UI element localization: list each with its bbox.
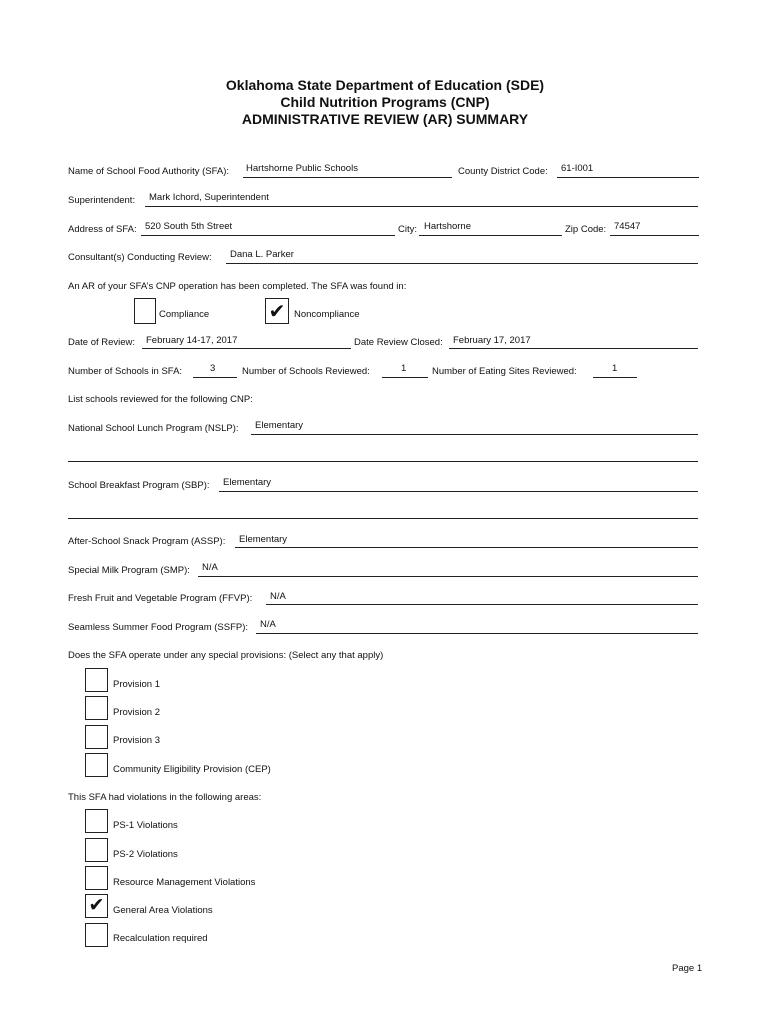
superintendent-label: Superintendent: [68,195,136,206]
nslp-label: National School Lunch Program (NSLP): [68,423,239,434]
consultant-label: Consultant(s) Conducting Review: [68,252,212,263]
provisions-question: Does the SFA operate under any special provisions: (Select any that apply) [68,650,384,661]
header-line-3: ADMINISTRATIVE REVIEW (AR) SUMMARY [241,111,529,127]
assp-label: After-School Snack Program (ASSP): [68,536,226,547]
resource-mgmt-label: Resource Management Violations [113,877,256,888]
eating-sites-value[interactable]: 1 [612,363,618,374]
recalculation-label: Recalculation required [113,933,208,944]
cep-label: Community Eligibility Provision (CEP) [113,764,271,775]
provision-2-label: Provision 2 [113,707,160,718]
provision-1-checkbox[interactable] [85,668,108,692]
smp-value[interactable]: N/A [202,562,218,573]
eating-sites-line [593,377,637,378]
ps1-label: PS-1 Violations [113,820,178,831]
assp-value[interactable]: Elementary [239,534,288,545]
provision-3-checkbox[interactable] [85,725,108,749]
noncompliance-check-icon: ✔ [268,299,286,323]
provision-3-label: Provision 3 [113,735,160,746]
address-line [141,235,395,236]
header-line-1: Oklahoma State Department of Education (SDE) [225,77,545,93]
smp-line [198,576,698,577]
review-date-line [142,348,351,349]
address-label: Address of SFA: [68,224,137,235]
schools-reviewed-line [382,377,428,378]
sbp-extra-line [68,518,698,519]
consultant-value[interactable]: Dana L. Parker [230,249,294,260]
provision-2-checkbox[interactable] [85,696,108,720]
ffvp-label: Fresh Fruit and Vegetable Program (FFVP): [68,593,253,604]
resource-mgmt-checkbox[interactable] [85,866,108,890]
county-code-line [557,177,699,178]
general-area-check-icon: ✔ [88,894,105,916]
ps2-checkbox[interactable] [85,838,108,862]
general-area-checkbox[interactable] [85,894,108,918]
recalculation-checkbox[interactable] [85,923,108,947]
county-code-value[interactable]: 61-I001 [561,163,594,174]
sbp-label: School Breakfast Program (SBP): [68,480,210,491]
review-closed-label: Date Review Closed: [354,337,443,348]
smp-label: Special Milk Program (SMP): [68,565,190,576]
header-line-2: Child Nutrition Programs (CNP) [280,94,490,110]
city-value[interactable]: Hartshorne [424,221,471,232]
city-line [419,235,562,236]
city-label: City: [398,224,417,235]
general-area-label: General Area Violations [113,905,213,916]
schools-reviewed-label: Number of Schools Reviewed: [242,366,370,377]
superintendent-value[interactable]: Mark Ichord, Superintendent [149,192,269,203]
ps2-label: PS-2 Violations [113,849,178,860]
ffvp-value[interactable]: N/A [270,591,286,602]
ssfp-label: Seamless Summer Food Program (SSFP): [68,622,249,633]
ssfp-line [256,633,698,634]
address-value[interactable]: 520 South 5th Street [145,221,233,232]
ssfp-value[interactable]: N/A [260,619,276,630]
superintendent-line [145,206,698,207]
sbp-line [219,491,698,492]
nslp-extra-line [68,461,698,462]
compliance-checkbox[interactable] [134,298,156,324]
zip-line [610,235,699,236]
review-date-value[interactable]: February 14-17, 2017 [146,335,238,346]
page-number: Page 1 [672,963,703,974]
cep-checkbox[interactable] [85,753,108,777]
assp-line [235,547,698,548]
nslp-value[interactable]: Elementary [255,420,304,431]
compliance-label: Compliance [159,309,210,320]
schools-count-label: Number of Schools in SFA: [68,366,183,377]
eating-sites-label: Number of Eating Sites Reviewed: [432,366,577,377]
review-date-label: Date of Review: [68,337,136,348]
ffvp-line [266,604,698,605]
review-closed-line [449,348,698,349]
finding-intro: An AR of your SFA’s CNP operation has been completed. The SFA was found in: [68,281,407,292]
ps1-checkbox[interactable] [85,809,108,833]
schools-reviewed-value[interactable]: 1 [401,363,407,374]
nslp-line [251,434,698,435]
county-code-label: County District Code: [458,166,548,177]
consultant-line [226,263,698,264]
provision-1-label: Provision 1 [113,679,160,690]
schools-count-value[interactable]: 3 [210,363,216,374]
programs-intro: List schools reviewed for the following CNP: [68,394,253,405]
noncompliance-checkbox[interactable] [265,298,289,324]
noncompliance-label: Noncompliance [294,309,360,320]
sbp-value[interactable]: Elementary [223,477,272,488]
schools-count-line [193,377,237,378]
sfa-name-value[interactable]: Hartshorne Public Schools [246,163,358,174]
violations-intro: This SFA had violations in the following areas: [68,792,262,803]
sfa-name-line [243,177,452,178]
sfa-name-label: Name of School Food Authority (SFA): [68,166,230,177]
zip-label: Zip Code: [565,224,607,235]
zip-value[interactable]: 74547 [614,221,641,232]
review-closed-value[interactable]: February 17, 2017 [453,335,531,346]
